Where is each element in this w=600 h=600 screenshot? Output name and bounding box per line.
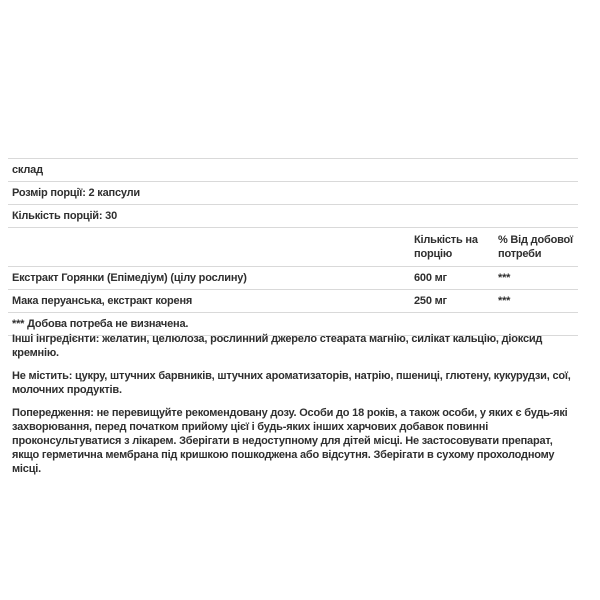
ingredient-row [8,289,578,312]
ingredient-name: Екстракт Горянки (Епімедіум) (цілу рослину) [12,272,247,284]
servings-count-row [8,204,578,227]
header-spacer [12,233,414,247]
ingredient-name: Мака перуанська, екстракт кореня [12,295,193,307]
serving-size-row [8,181,578,204]
table-header-row [8,227,578,266]
other-ingredients-text: Інші інгредієнти: желатин, целюлоза, рослинний джерело стеарата магнію, силікат кальцію, діоксид кремнію. [12,333,543,359]
info-paragraphs [12,332,582,485]
section-title: склад [12,164,43,176]
section-title-row [8,158,578,181]
column-header-daily-value: % Від добової потреби [498,234,573,260]
serving-size-text: Розмір порції: 2 капсули [12,187,140,199]
ingredient-daily-value: *** [498,272,511,284]
footnote-text: *** Добова потреба не визначена. [12,318,189,330]
ingredient-amount: 250 мг [414,295,447,307]
column-header-amount: Кількість на порцію [414,234,478,260]
ingredient-row [8,266,578,289]
ingredient-amount: 600 мг [414,272,447,284]
ingredient-daily-value: *** [498,295,511,307]
supplement-facts-table [8,158,578,336]
servings-count-text: Кількість порцій: 30 [12,210,118,222]
warning-text: Попередження: не перевищуйте рекомендовану дозу. Особи до 18 років, а також особи, у яких є будь-які захворювання, перед початком прийому цієї і будь-яких інших харчових добавок повинні проконсультуватися з лікарем. Зберігати в недоступному для дітей місці. Не застосовувати препарат, якщо герметична мембрана під кришкою пошкоджена або відсутня. Зберігати в сухому прохолодному місці. [12,407,568,475]
does-not-contain-text: Не містить: цукру, штучних барвників, штучних ароматизаторів, натрію, пшениці, глютену, кукурудзи, сої, молочних продуктів. [12,370,571,396]
